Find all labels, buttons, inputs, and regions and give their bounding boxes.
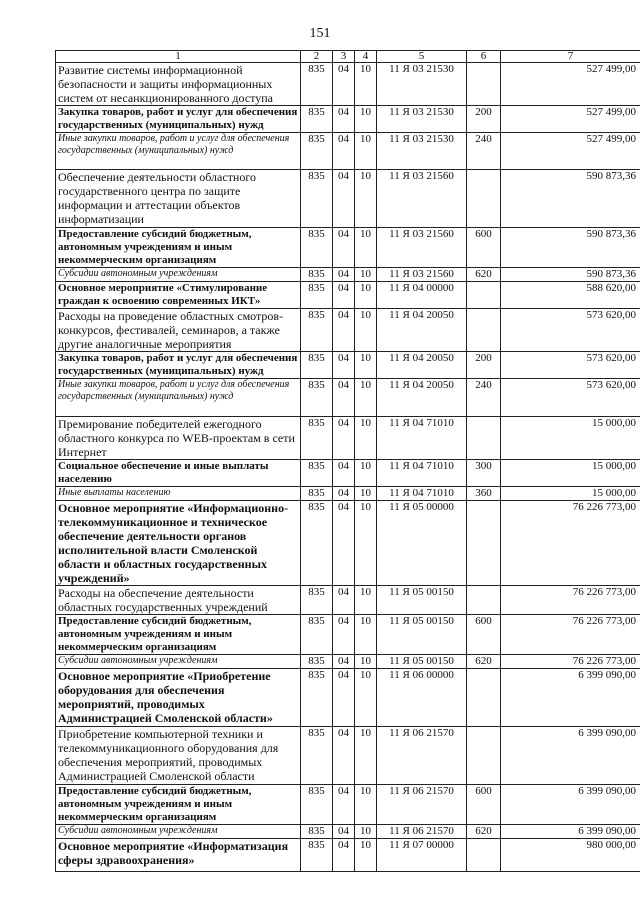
row-name-cell: Иные закупки товаров, работ и услуг для обеспечения государственных (муниципальных) нужд bbox=[56, 379, 301, 417]
amount-cell: 573 620,00 bbox=[501, 379, 640, 417]
section-code-cell: 04 bbox=[333, 586, 355, 615]
section-code-cell: 04 bbox=[333, 839, 355, 872]
ved-code-cell: 835 bbox=[301, 460, 333, 487]
table-row bbox=[56, 839, 640, 872]
amount-cell: 15 000,00 bbox=[501, 417, 640, 460]
amount-cell: 527 499,00 bbox=[501, 106, 640, 133]
row-name-cell: Иные выплаты населению bbox=[56, 487, 301, 501]
amount-cell: 6 399 090,00 bbox=[501, 785, 640, 825]
table-row bbox=[56, 586, 640, 615]
row-name-cell: Субсидии автономным учреждениям bbox=[56, 825, 301, 839]
table-row bbox=[56, 268, 640, 282]
ved-code-cell: 835 bbox=[301, 669, 333, 727]
expense-type-cell bbox=[467, 309, 501, 352]
table-row bbox=[56, 655, 640, 669]
target-article-cell: 11 Я 06 21570 bbox=[377, 825, 467, 839]
row-name-cell: Закупка товаров, работ и услуг для обеспечения государственных (муниципальных) нужд bbox=[56, 106, 301, 133]
target-article-cell: 11 Я 03 21560 bbox=[377, 170, 467, 228]
table-row bbox=[56, 727, 640, 785]
amount-cell: 573 620,00 bbox=[501, 309, 640, 352]
amount-cell: 588 620,00 bbox=[501, 282, 640, 309]
target-article-cell: 11 Я 05 00000 bbox=[377, 501, 467, 586]
target-article-cell: 11 Я 04 71010 bbox=[377, 487, 467, 501]
amount-cell: 980 000,00 bbox=[501, 839, 640, 872]
column-header: 4 bbox=[355, 51, 377, 63]
row-name-cell: Премирование победителей ежегодного областного конкурса по WEB-проектам в сети Интернет bbox=[56, 417, 301, 460]
section-code-cell: 04 bbox=[333, 282, 355, 309]
ved-code-cell: 835 bbox=[301, 727, 333, 785]
expense-type-cell bbox=[467, 839, 501, 872]
section-code-cell: 04 bbox=[333, 487, 355, 501]
section-code-cell: 04 bbox=[333, 379, 355, 417]
target-article-cell: 11 Я 04 71010 bbox=[377, 460, 467, 487]
subsection-code-cell: 10 bbox=[355, 487, 377, 501]
ved-code-cell: 835 bbox=[301, 586, 333, 615]
page-number: 151 bbox=[309, 26, 331, 41]
table-header-row bbox=[56, 51, 640, 63]
expense-type-cell bbox=[467, 417, 501, 460]
section-code-cell: 04 bbox=[333, 268, 355, 282]
table-row bbox=[56, 352, 640, 379]
target-article-cell: 11 Я 06 21570 bbox=[377, 727, 467, 785]
subsection-code-cell: 10 bbox=[355, 309, 377, 352]
section-code-cell: 04 bbox=[333, 133, 355, 170]
row-name-cell: Предоставление субсидий бюджетным, автономным учреждениям и иным некоммерческим организациям bbox=[56, 228, 301, 268]
table-row bbox=[56, 825, 640, 839]
expense-type-cell: 200 bbox=[467, 352, 501, 379]
subsection-code-cell: 10 bbox=[355, 839, 377, 872]
amount-cell: 573 620,00 bbox=[501, 352, 640, 379]
ved-code-cell: 835 bbox=[301, 487, 333, 501]
amount-cell: 76 226 773,00 bbox=[501, 586, 640, 615]
row-name-cell: Закупка товаров, работ и услуг для обеспечения государственных (муниципальных) нужд bbox=[56, 352, 301, 379]
amount-cell: 590 873,36 bbox=[501, 268, 640, 282]
subsection-code-cell: 10 bbox=[355, 352, 377, 379]
expense-type-cell: 620 bbox=[467, 825, 501, 839]
expense-type-cell: 240 bbox=[467, 133, 501, 170]
amount-cell: 15 000,00 bbox=[501, 460, 640, 487]
table-row bbox=[56, 487, 640, 501]
subsection-code-cell: 10 bbox=[355, 170, 377, 228]
expense-type-cell: 600 bbox=[467, 785, 501, 825]
expense-type-cell: 200 bbox=[467, 106, 501, 133]
section-code-cell: 04 bbox=[333, 655, 355, 669]
amount-cell: 76 226 773,00 bbox=[501, 615, 640, 655]
table-row bbox=[56, 309, 640, 352]
table-row bbox=[56, 501, 640, 586]
amount-cell: 527 499,00 bbox=[501, 63, 640, 106]
target-article-cell: 11 Я 05 00150 bbox=[377, 655, 467, 669]
subsection-code-cell: 10 bbox=[355, 379, 377, 417]
row-name-cell: Основное мероприятие «Информационно-телекоммуникационное и техническое обеспечение деятельности органов исполнительной власти Смоленской области и областных государственных учреждений» bbox=[56, 501, 301, 586]
row-name-cell: Расходы на обеспечение деятельности областных государственных учреждений bbox=[56, 586, 301, 615]
row-name-cell: Иные закупки товаров, работ и услуг для обеспечения государственных (муниципальных) нужд bbox=[56, 133, 301, 170]
subsection-code-cell: 10 bbox=[355, 63, 377, 106]
row-name-cell: Предоставление субсидий бюджетным, автономным учреждениям и иным некоммерческим организациям bbox=[56, 785, 301, 825]
amount-cell: 6 399 090,00 bbox=[501, 669, 640, 727]
target-article-cell: 11 Я 03 21530 bbox=[377, 63, 467, 106]
expense-type-cell bbox=[467, 282, 501, 309]
ved-code-cell: 835 bbox=[301, 785, 333, 825]
ved-code-cell: 835 bbox=[301, 417, 333, 460]
expense-type-cell: 240 bbox=[467, 379, 501, 417]
amount-cell: 590 873,36 bbox=[501, 170, 640, 228]
ved-code-cell: 835 bbox=[301, 501, 333, 586]
column-header: 1 bbox=[56, 51, 301, 63]
ved-code-cell: 835 bbox=[301, 133, 333, 170]
column-header: 5 bbox=[377, 51, 467, 63]
target-article-cell: 11 Я 06 00000 bbox=[377, 669, 467, 727]
row-name-cell: Приобретение компьютерной техники и телекоммуникационного оборудования для обеспечения мероприятий, проводимых Администрацией Смоленской области bbox=[56, 727, 301, 785]
ved-code-cell: 835 bbox=[301, 352, 333, 379]
ved-code-cell: 835 bbox=[301, 825, 333, 839]
subsection-code-cell: 10 bbox=[355, 133, 377, 170]
expense-type-cell bbox=[467, 669, 501, 727]
target-article-cell: 11 Я 03 21530 bbox=[377, 106, 467, 133]
table-row bbox=[56, 282, 640, 309]
target-article-cell: 11 Я 03 21560 bbox=[377, 268, 467, 282]
subsection-code-cell: 10 bbox=[355, 615, 377, 655]
section-code-cell: 04 bbox=[333, 460, 355, 487]
section-code-cell: 04 bbox=[333, 170, 355, 228]
target-article-cell: 11 Я 04 00000 bbox=[377, 282, 467, 309]
subsection-code-cell: 10 bbox=[355, 785, 377, 825]
subsection-code-cell: 10 bbox=[355, 268, 377, 282]
amount-cell: 527 499,00 bbox=[501, 133, 640, 170]
table-row bbox=[56, 785, 640, 825]
subsection-code-cell: 10 bbox=[355, 825, 377, 839]
section-code-cell: 04 bbox=[333, 825, 355, 839]
expense-type-cell: 620 bbox=[467, 268, 501, 282]
row-name-cell: Расходы на проведение областных смотров-конкурсов, фестивалей, семинаров, а также другие аналогичные мероприятия bbox=[56, 309, 301, 352]
row-name-cell: Основное мероприятие «Информатизация сферы здравоохранения» bbox=[56, 839, 301, 872]
subsection-code-cell: 10 bbox=[355, 106, 377, 133]
ved-code-cell: 835 bbox=[301, 379, 333, 417]
expense-type-cell: 600 bbox=[467, 228, 501, 268]
table-row bbox=[56, 63, 640, 106]
target-article-cell: 11 Я 04 20050 bbox=[377, 379, 467, 417]
section-code-cell: 04 bbox=[333, 615, 355, 655]
row-name-cell: Субсидии автономным учреждениям bbox=[56, 655, 301, 669]
section-code-cell: 04 bbox=[333, 727, 355, 785]
section-code-cell: 04 bbox=[333, 228, 355, 268]
column-header: 3 bbox=[333, 51, 355, 63]
column-header: 7 bbox=[501, 51, 640, 63]
ved-code-cell: 835 bbox=[301, 268, 333, 282]
section-code-cell: 04 bbox=[333, 352, 355, 379]
subsection-code-cell: 10 bbox=[355, 417, 377, 460]
section-code-cell: 04 bbox=[333, 106, 355, 133]
ved-code-cell: 835 bbox=[301, 839, 333, 872]
expense-type-cell bbox=[467, 586, 501, 615]
row-name-cell: Основное мероприятие «Стимулирование граждан к освоению современных ИКТ» bbox=[56, 282, 301, 309]
ved-code-cell: 835 bbox=[301, 106, 333, 133]
column-header: 6 bbox=[467, 51, 501, 63]
section-code-cell: 04 bbox=[333, 417, 355, 460]
row-name-cell: Субсидии автономным учреждениям bbox=[56, 268, 301, 282]
target-article-cell: 11 Я 04 20050 bbox=[377, 309, 467, 352]
table-row bbox=[56, 669, 640, 727]
expense-type-cell: 360 bbox=[467, 487, 501, 501]
table-row bbox=[56, 615, 640, 655]
row-name-cell: Социальное обеспечение и иные выплаты населению bbox=[56, 460, 301, 487]
amount-cell: 76 226 773,00 bbox=[501, 501, 640, 586]
amount-cell: 6 399 090,00 bbox=[501, 727, 640, 785]
subsection-code-cell: 10 bbox=[355, 727, 377, 785]
amount-cell: 590 873,36 bbox=[501, 228, 640, 268]
expense-type-cell bbox=[467, 63, 501, 106]
section-code-cell: 04 bbox=[333, 309, 355, 352]
target-article-cell: 11 Я 03 21560 bbox=[377, 228, 467, 268]
section-code-cell: 04 bbox=[333, 785, 355, 825]
column-header: 2 bbox=[301, 51, 333, 63]
ved-code-cell: 835 bbox=[301, 655, 333, 669]
table-row bbox=[56, 228, 640, 268]
table-row bbox=[56, 379, 640, 417]
table-row bbox=[56, 170, 640, 228]
section-code-cell: 04 bbox=[333, 63, 355, 106]
table-row bbox=[56, 460, 640, 487]
subsection-code-cell: 10 bbox=[355, 669, 377, 727]
ved-code-cell: 835 bbox=[301, 228, 333, 268]
section-code-cell: 04 bbox=[333, 501, 355, 586]
subsection-code-cell: 10 bbox=[355, 586, 377, 615]
expense-type-cell: 600 bbox=[467, 615, 501, 655]
expense-type-cell bbox=[467, 727, 501, 785]
expense-type-cell bbox=[467, 170, 501, 228]
section-code-cell: 04 bbox=[333, 669, 355, 727]
target-article-cell: 11 Я 04 20050 bbox=[377, 352, 467, 379]
table-body bbox=[56, 51, 640, 872]
ved-code-cell: 835 bbox=[301, 615, 333, 655]
target-article-cell: 11 Я 05 00150 bbox=[377, 586, 467, 615]
ved-code-cell: 835 bbox=[301, 63, 333, 106]
target-article-cell: 11 Я 05 00150 bbox=[377, 615, 467, 655]
row-name-cell: Предоставление субсидий бюджетным, автономным учреждениям и иным некоммерческим организациям bbox=[56, 615, 301, 655]
amount-cell: 15 000,00 bbox=[501, 487, 640, 501]
expense-type-cell: 300 bbox=[467, 460, 501, 487]
ved-code-cell: 835 bbox=[301, 170, 333, 228]
target-article-cell: 11 Я 07 00000 bbox=[377, 839, 467, 872]
ved-code-cell: 835 bbox=[301, 309, 333, 352]
table-row bbox=[56, 106, 640, 133]
row-name-cell: Развитие системы информационной безопасности и защиты информационных систем от несанкционированного доступа bbox=[56, 63, 301, 106]
subsection-code-cell: 10 bbox=[355, 655, 377, 669]
amount-cell: 6 399 090,00 bbox=[501, 825, 640, 839]
target-article-cell: 11 Я 06 21570 bbox=[377, 785, 467, 825]
subsection-code-cell: 10 bbox=[355, 282, 377, 309]
expense-type-cell: 620 bbox=[467, 655, 501, 669]
row-name-cell: Обеспечение деятельности областного государственного центра по защите информации и аттестации объектов информатизации bbox=[56, 170, 301, 228]
target-article-cell: 11 Я 03 21530 bbox=[377, 133, 467, 170]
expense-type-cell bbox=[467, 501, 501, 586]
subsection-code-cell: 10 bbox=[355, 228, 377, 268]
budget-table bbox=[55, 50, 640, 872]
table-row bbox=[56, 133, 640, 170]
subsection-code-cell: 10 bbox=[355, 501, 377, 586]
target-article-cell: 11 Я 04 71010 bbox=[377, 417, 467, 460]
amount-cell: 76 226 773,00 bbox=[501, 655, 640, 669]
row-name-cell: Основное мероприятие «Приобретение оборудования для обеспечения мероприятий, проводимых Администрацией Смоленской области» bbox=[56, 669, 301, 727]
ved-code-cell: 835 bbox=[301, 282, 333, 309]
table-row bbox=[56, 417, 640, 460]
subsection-code-cell: 10 bbox=[355, 460, 377, 487]
